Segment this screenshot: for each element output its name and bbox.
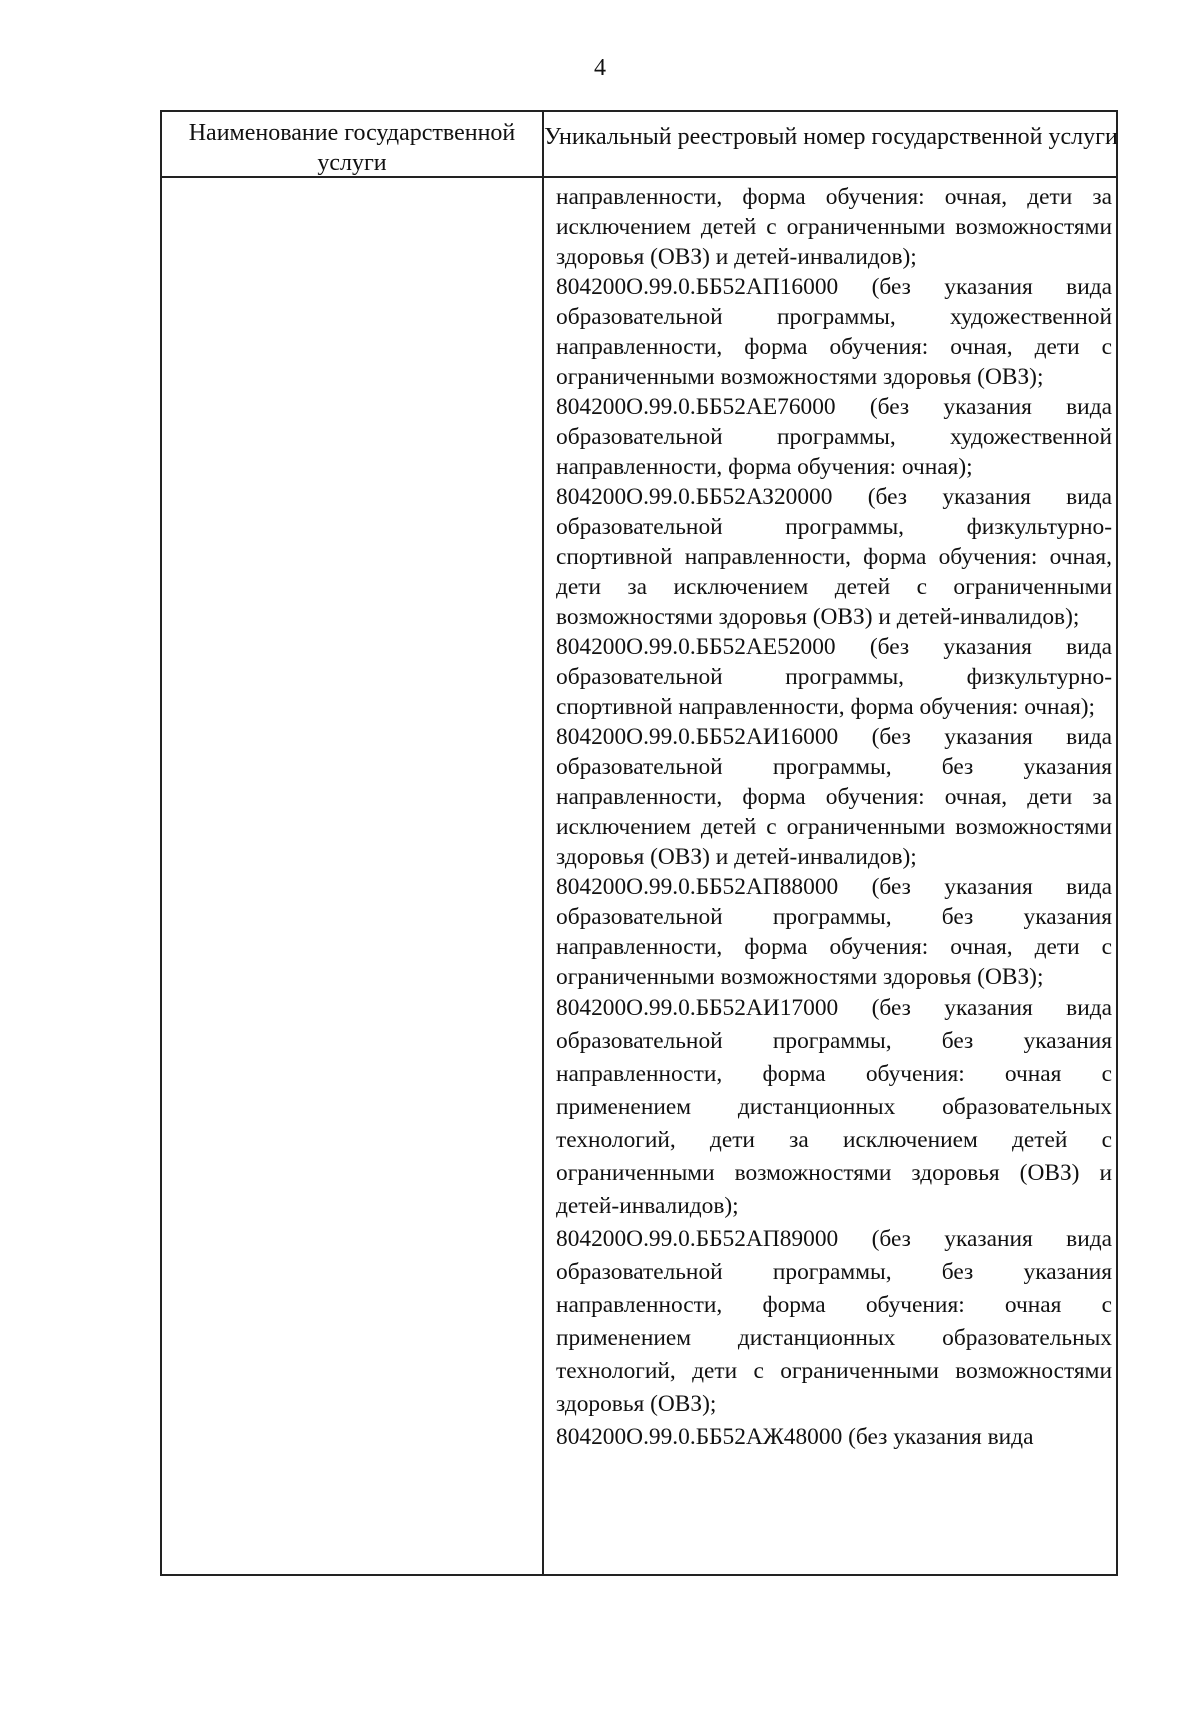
registry-entry: 804200О.99.0.ББ52АП88000 (без указания вида образовательной программы, без указания направленности, форма обучения: очная, дети с ограниченными возможностями здоровья (ОВЗ); bbox=[556, 874, 1112, 990]
registry-entry: 804200О.99.0.ББ52АИ16000 (без указания вида образовательной программы, без указания направленности, форма обучения: очная, дети за исключением детей с ограниченными возможностями здоровья (ОВЗ) и детей-инвалидов); bbox=[556, 724, 1112, 870]
registry-entry: 804200О.99.0.ББ52АП16000 (без указания вида образовательной программы, художественной направленности, форма обучения: очная, дети с ограниченными возможностями здоровья (ОВЗ); bbox=[556, 274, 1112, 390]
registry-entry: 804200О.99.0.ББ52АЕ76000 (без указания вида образовательной программы, художественной направленности, форма обучения: очная); bbox=[556, 394, 1112, 480]
registry-entry: 804200О.99.0.ББ52АЖ48000 (без указания вида bbox=[556, 1424, 1034, 1450]
registry-entry: 804200О.99.0.ББ52АЕ52000 (без указания вида образовательной программы, физкультурно-спортивной направленности, форма обучения: очная); bbox=[556, 634, 1112, 720]
registry-entry: 804200О.99.0.ББ52АП89000 (без указания вида образовательной программы, без указания направленности, форма обучения: очная с применением дистанционных образовательных технологий, дети с ограниченными возможностями здоровья (ОВЗ); bbox=[556, 1226, 1112, 1417]
table-header-row bbox=[162, 112, 1116, 178]
services-table bbox=[160, 110, 1118, 1576]
header-service-name: Наименование государственной услуги bbox=[188, 120, 516, 176]
registry-entry: 804200О.99.0.ББ52АИ17000 (без указания вида образовательной программы, без указания направленности, форма обучения: очная с применением дистанционных образовательных технологий, дети за исключением детей с ограниченными возможностями здоровья (ОВЗ) и детей-инвалидов); bbox=[556, 995, 1112, 1219]
header-registry-number: Уникальный реестровый номер государственной услуги bbox=[544, 124, 1118, 150]
page-number: 4 bbox=[594, 55, 606, 81]
registry-entry: направленности, форма обучения: очная, дети за исключением детей с ограниченными возможностями здоровья (ОВЗ) и детей-инвалидов); bbox=[556, 184, 1112, 270]
registry-entry: 804200О.99.0.ББ52АЗ20000 (без указания вида образовательной программы, физкультурно-спортивной направленности, форма обучения: очная, дети за исключением детей с ограниченными возможностями здоровья (ОВЗ) и детей-инвалидов); bbox=[556, 484, 1112, 630]
registry-numbers-cell bbox=[542, 182, 1118, 1454]
